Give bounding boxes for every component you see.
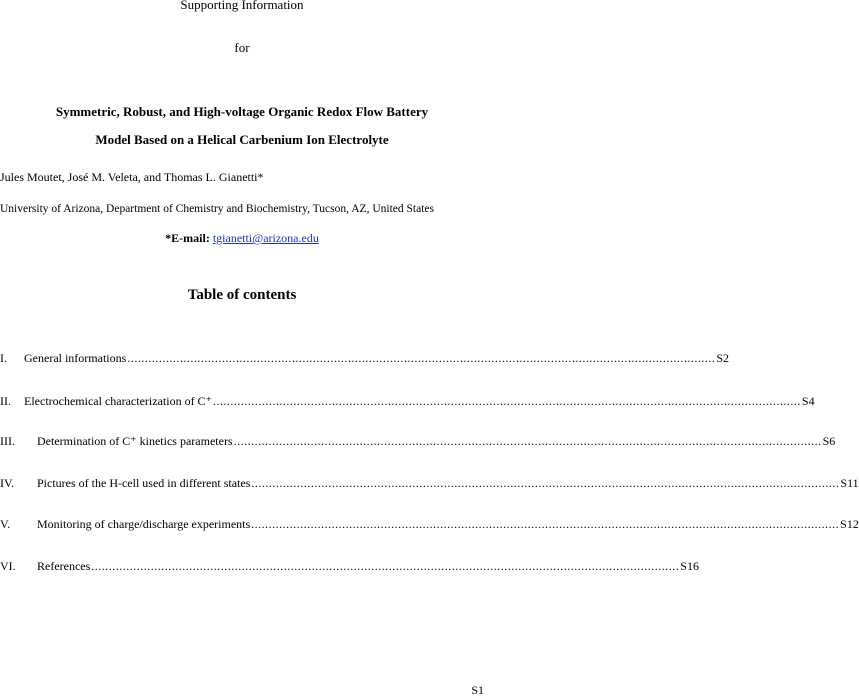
supporting-information-header: Supporting Information: [180, 0, 304, 12]
toc-entry-h-cell-pictures[interactable]: [0, 475, 859, 491]
toc-leader-dots: ........................................................................................................................................................................: [127, 351, 716, 365]
toc-entry-number: II.: [0, 394, 11, 408]
toc-entry-title: Determination of C⁺ kinetics parameters: [37, 434, 233, 448]
toc-entry-title: Monitoring of charge/discharge experiments: [37, 517, 251, 531]
toc-entry-charge-discharge[interactable]: [0, 516, 859, 532]
toc-entry-number: IV.: [0, 476, 15, 490]
toc-entry-page: S2: [716, 351, 729, 365]
toc-entry-title: References: [37, 559, 91, 573]
for-label: for: [234, 40, 250, 55]
toc-leader-dots: ........................................................................................................................................................................: [251, 476, 840, 490]
email-label: *E-mail:: [165, 231, 210, 245]
toc-entry-number: V.: [0, 517, 11, 531]
toc-entry-page: S6: [822, 434, 836, 448]
author-list: Jules Moutet, José M. Veleta, and Thomas L. Gianetti*: [0, 170, 264, 184]
toc-entry-number: VI.: [0, 559, 16, 573]
toc-entry-page: S16: [680, 559, 699, 573]
toc-entry-number: III.: [0, 434, 15, 448]
toc-entry-page: S12: [840, 517, 859, 531]
toc-entry-title: Pictures of the H-cell used in different states: [37, 476, 251, 490]
email-line: [0, 231, 484, 246]
email-link[interactable]: tgianetti@arizona.edu: [212, 231, 319, 245]
toc-entry-page: S11: [840, 476, 859, 490]
toc-leader-dots: ........................................................................................................................................................................: [233, 434, 822, 448]
toc-entry-page: S4: [801, 394, 815, 408]
page-number: S1: [471, 683, 484, 697]
toc-leader-dots: ........................................................................................................................................................................: [251, 517, 840, 531]
toc-entry-title: General informations: [24, 351, 127, 365]
toc-entry-electrochemical-characterization[interactable]: [0, 393, 815, 409]
affiliation: University of Arizona, Department of Chemistry and Biochemistry, Tucson, AZ, United States: [0, 203, 434, 215]
paper-title-line-1: Symmetric, Robust, and High-voltage Organic Redox Flow Battery: [55, 104, 429, 119]
toc-entry-general-informations[interactable]: [0, 350, 729, 366]
toc-entry-number: I.: [0, 351, 7, 365]
toc-entry-kinetics-parameters[interactable]: [0, 433, 836, 449]
toc-leader-dots: ........................................................................................................................................................................: [212, 394, 801, 408]
toc-entry-title: Electrochemical characterization of C⁺: [24, 394, 212, 408]
toc-entry-references[interactable]: [0, 558, 699, 574]
toc-heading: Table of contents: [187, 287, 297, 303]
paper-title-line-2: Model Based on a Helical Carbenium Ion Electrolyte: [95, 132, 389, 147]
toc-leader-dots: ........................................................................................................................................................................: [91, 559, 680, 573]
